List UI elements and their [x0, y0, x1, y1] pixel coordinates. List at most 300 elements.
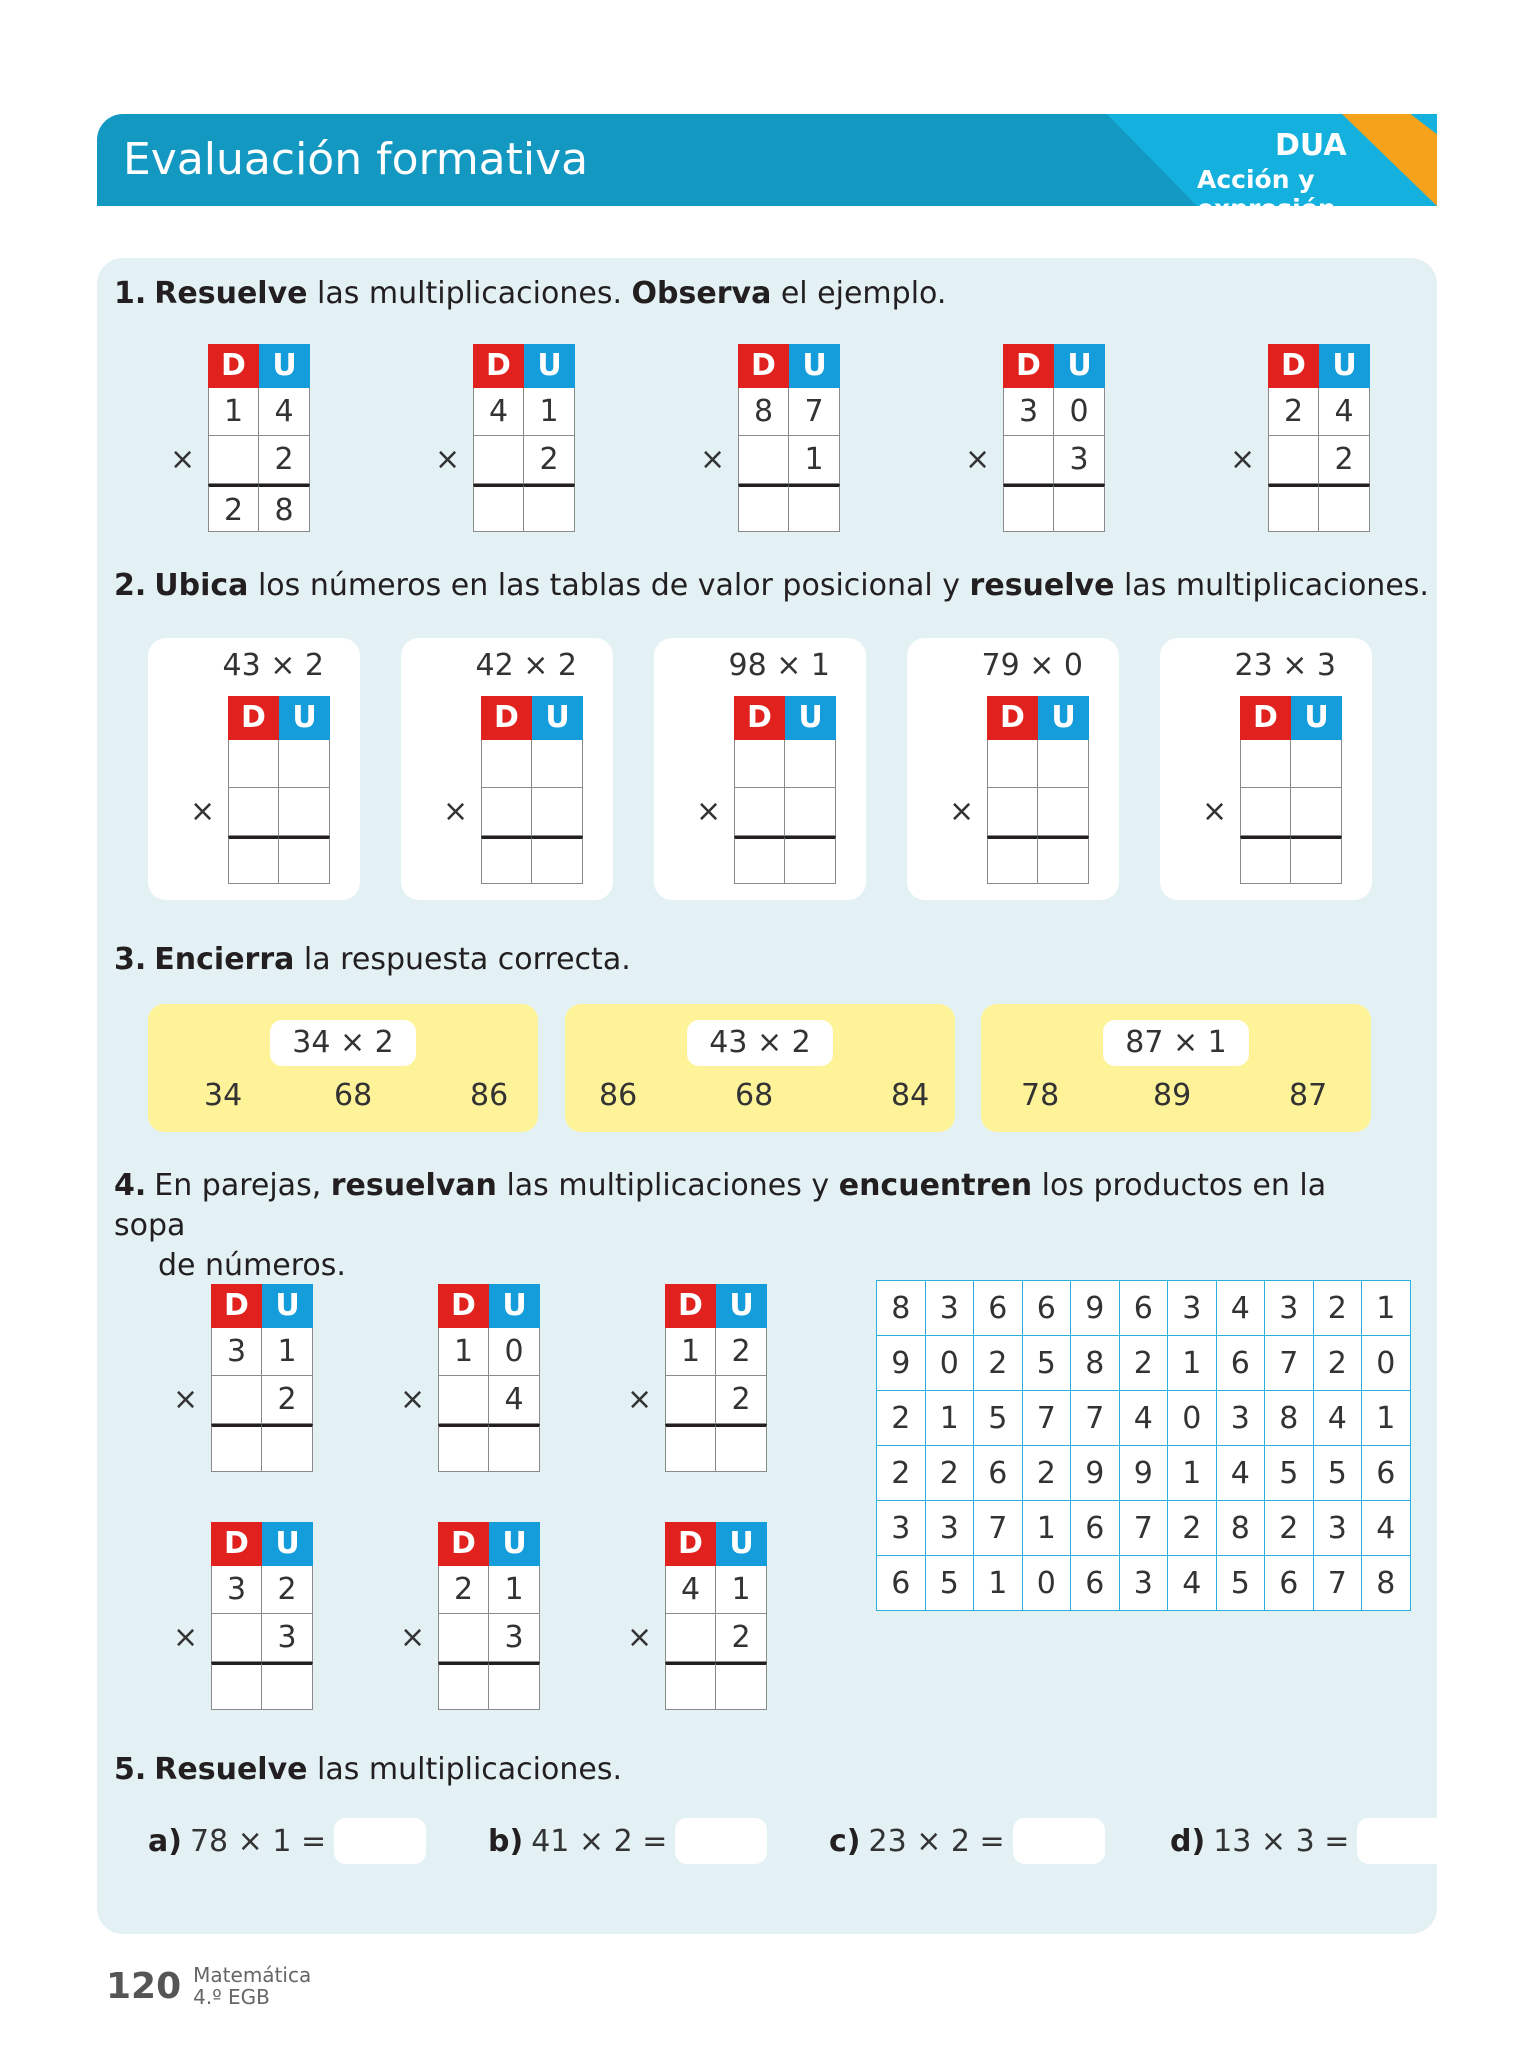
q1-place-value-table: [965, 344, 1105, 532]
grid-cell[interactable]: 7: [1265, 1336, 1314, 1391]
tens-header: D: [208, 344, 259, 388]
header-banner: [97, 114, 1437, 223]
tens-cell[interactable]: [228, 788, 279, 836]
units-cell: 1: [489, 1566, 540, 1614]
units-header: U: [1291, 696, 1342, 740]
result-row: [734, 836, 836, 884]
grid-cell[interactable]: 0: [925, 1336, 974, 1391]
units-header: U: [262, 1284, 313, 1328]
tens-cell: 2: [208, 484, 259, 532]
q5-answer-field[interactable]: [1357, 1818, 1449, 1864]
grid-row: [877, 1556, 1411, 1611]
grid-cell[interactable]: 7: [1071, 1391, 1120, 1446]
multiplier-row: [665, 1376, 767, 1424]
grid-cell[interactable]: 2: [925, 1446, 974, 1501]
q3-option[interactable]: 78: [1021, 1078, 1060, 1113]
units-cell: 1: [789, 436, 840, 484]
units-header: U: [789, 344, 840, 388]
units-header: U: [262, 1522, 313, 1566]
q3-option[interactable]: 86: [599, 1078, 638, 1113]
grid-cell[interactable]: 3: [1313, 1501, 1362, 1556]
grid-cell[interactable]: 4: [1168, 1556, 1217, 1611]
grid-cell[interactable]: 1: [1362, 1281, 1411, 1336]
units-cell: 4: [1319, 388, 1370, 436]
top-row: [738, 388, 840, 436]
grid-cell[interactable]: 6: [877, 1556, 926, 1611]
q4-place-value-table: [400, 1284, 540, 1472]
tens-header: D: [481, 696, 532, 740]
units-header: U: [1319, 344, 1370, 388]
tens-cell[interactable]: [665, 1662, 716, 1710]
tens-header: D: [1268, 344, 1319, 388]
result-row: [211, 1424, 313, 1472]
units-cell[interactable]: [279, 740, 330, 788]
tens-cell[interactable]: [1003, 436, 1054, 484]
grid-cell[interactable]: 6: [974, 1446, 1023, 1501]
grid-cell[interactable]: 3: [925, 1281, 974, 1336]
q1-instruction: 1. Resuelve las multiplicaciones. Observa el ejemplo.: [114, 276, 947, 311]
q2-operation: 42 × 2: [475, 648, 577, 683]
units-cell[interactable]: [262, 1662, 313, 1710]
tens-cell[interactable]: [481, 740, 532, 788]
units-cell[interactable]: [1319, 484, 1370, 532]
tens-cell[interactable]: [481, 836, 532, 884]
tens-header: D: [211, 1522, 262, 1566]
grid-cell[interactable]: 6: [1022, 1281, 1071, 1336]
result-row: [665, 1662, 767, 1710]
units-cell[interactable]: [716, 1662, 767, 1710]
grid-cell[interactable]: 0: [1362, 1336, 1411, 1391]
units-cell: 3: [1054, 436, 1105, 484]
times-sign: ×: [400, 1382, 426, 1417]
units-cell: 0: [1054, 388, 1105, 436]
dua-title: DUA: [1275, 128, 1347, 163]
result-row: [211, 1662, 313, 1710]
top-row: [438, 1566, 540, 1614]
q2-place-value-table: [443, 696, 583, 884]
tens-cell: 8: [738, 388, 789, 436]
grid-cell[interactable]: 4: [1216, 1446, 1265, 1501]
tens-cell[interactable]: [665, 1424, 716, 1472]
q3-option[interactable]: 86: [470, 1078, 509, 1113]
q5-answer-field[interactable]: [675, 1818, 767, 1864]
result-row: [481, 836, 583, 884]
result-row: [665, 1424, 767, 1472]
page-number: 120: [106, 1965, 182, 2007]
q1-place-value-table: [435, 344, 575, 532]
multiplier-row: [1268, 436, 1370, 484]
q5-expression: 41 × 2 =: [531, 1823, 668, 1859]
units-cell[interactable]: [716, 1424, 767, 1472]
grid-cell[interactable]: 6: [1265, 1556, 1314, 1611]
q4-place-value-table: [400, 1522, 540, 1710]
q4-place-value-table: [173, 1284, 313, 1472]
grid-row: [877, 1281, 1411, 1336]
tens-cell[interactable]: [738, 436, 789, 484]
tens-cell[interactable]: [211, 1662, 262, 1710]
top-row: [228, 740, 330, 788]
tens-cell[interactable]: [438, 1424, 489, 1472]
result-row: [987, 836, 1089, 884]
grid-cell[interactable]: 9: [877, 1336, 926, 1391]
grid-cell[interactable]: 9: [1071, 1281, 1120, 1336]
q3-option[interactable]: 89: [1153, 1078, 1192, 1113]
units-cell[interactable]: [489, 1662, 540, 1710]
units-header: U: [489, 1522, 540, 1566]
page-title: Evaluación formativa: [123, 134, 589, 185]
grid-cell[interactable]: 1: [1362, 1391, 1411, 1446]
q3-operation: 43 × 2: [687, 1020, 833, 1066]
q2-place-value-table: [696, 696, 836, 884]
units-cell[interactable]: [789, 484, 840, 532]
top-row: [1268, 388, 1370, 436]
q5-item-label: a): [148, 1823, 182, 1859]
times-sign: ×: [435, 442, 461, 477]
units-cell[interactable]: [1038, 836, 1089, 884]
tens-header: D: [1240, 696, 1291, 740]
grid-cell[interactable]: 2: [1313, 1336, 1362, 1391]
tens-cell[interactable]: [228, 836, 279, 884]
q2-operation: 79 × 0: [981, 648, 1083, 683]
top-row: [665, 1566, 767, 1614]
top-row: [438, 1328, 540, 1376]
multiplier-row: [481, 788, 583, 836]
tens-cell[interactable]: [734, 788, 785, 836]
result-row: [228, 836, 330, 884]
grid-cell[interactable]: 2: [1119, 1336, 1168, 1391]
tens-cell: 4: [665, 1566, 716, 1614]
grid-cell[interactable]: 6: [974, 1281, 1023, 1336]
grid-cell[interactable]: 3: [1265, 1281, 1314, 1336]
grid-cell[interactable]: 3: [1119, 1556, 1168, 1611]
grid-cell[interactable]: 4: [1119, 1391, 1168, 1446]
units-cell[interactable]: [532, 740, 583, 788]
result-row: [1003, 484, 1105, 532]
units-cell: 2: [716, 1614, 767, 1662]
grid-cell[interactable]: 7: [1022, 1391, 1071, 1446]
units-header: U: [259, 344, 310, 388]
grid-cell[interactable]: 2: [1313, 1281, 1362, 1336]
tens-cell[interactable]: [1268, 436, 1319, 484]
tens-cell[interactable]: [1240, 740, 1291, 788]
units-cell: 2: [259, 436, 310, 484]
multiplier-row: [211, 1376, 313, 1424]
grid-cell[interactable]: 3: [877, 1501, 926, 1556]
grid-cell[interactable]: 1: [1168, 1446, 1217, 1501]
grid-cell[interactable]: 0: [1022, 1556, 1071, 1611]
dua-label: [1197, 128, 1457, 223]
units-cell: 2: [716, 1376, 767, 1424]
multiplier-row: [1003, 436, 1105, 484]
units-header: U: [716, 1284, 767, 1328]
q5-item: [1170, 1818, 1449, 1864]
units-header: U: [1038, 696, 1089, 740]
grid-cell[interactable]: 5: [1313, 1446, 1362, 1501]
tens-cell: 2: [1268, 388, 1319, 436]
grid-cell[interactable]: 3: [1168, 1281, 1217, 1336]
q1-place-value-table: [170, 344, 310, 532]
grid-cell[interactable]: 1: [925, 1391, 974, 1446]
q3-answer-box: [148, 1004, 538, 1132]
grid-cell[interactable]: 0: [1168, 1391, 1217, 1446]
grid-cell[interactable]: 6: [1362, 1446, 1411, 1501]
q3-answer-box: [981, 1004, 1371, 1132]
grid-cell[interactable]: 1: [1168, 1336, 1217, 1391]
units-cell: 8: [259, 484, 310, 532]
tens-cell: 3: [211, 1566, 262, 1614]
top-row: [211, 1566, 313, 1614]
tens-cell[interactable]: [1240, 788, 1291, 836]
top-row: [481, 740, 583, 788]
units-cell[interactable]: [524, 484, 575, 532]
grid-cell[interactable]: 6: [1071, 1501, 1120, 1556]
multiplier-row: [1240, 788, 1342, 836]
q5-answer-field[interactable]: [1013, 1818, 1105, 1864]
tens-header: D: [438, 1284, 489, 1328]
grid-cell[interactable]: 7: [974, 1501, 1023, 1556]
units-cell[interactable]: [279, 788, 330, 836]
units-cell: 4: [259, 388, 310, 436]
tens-cell[interactable]: [665, 1376, 716, 1424]
units-cell: 2: [524, 436, 575, 484]
tens-cell[interactable]: [987, 788, 1038, 836]
tens-cell[interactable]: [473, 436, 524, 484]
tens-header: D: [734, 696, 785, 740]
grid-cell[interactable]: 5: [1022, 1336, 1071, 1391]
grid-cell[interactable]: 2: [877, 1391, 926, 1446]
units-header: U: [279, 696, 330, 740]
tens-cell[interactable]: [738, 484, 789, 532]
multiplier-row: [208, 436, 310, 484]
units-cell: 7: [789, 388, 840, 436]
grid-cell[interactable]: 9: [1119, 1446, 1168, 1501]
grid-cell[interactable]: 8: [1216, 1501, 1265, 1556]
times-sign: ×: [627, 1620, 653, 1655]
result-row: [1268, 484, 1370, 532]
grid-cell[interactable]: 2: [1168, 1501, 1217, 1556]
top-row: [734, 740, 836, 788]
multiplier-row: [665, 1614, 767, 1662]
tens-cell[interactable]: [987, 836, 1038, 884]
units-cell[interactable]: [785, 836, 836, 884]
top-row: [211, 1328, 313, 1376]
q5-instruction: 5. Resuelve las multiplicaciones.: [114, 1752, 622, 1787]
multiplier-row: [987, 788, 1089, 836]
units-header: U: [489, 1284, 540, 1328]
tens-header: D: [665, 1522, 716, 1566]
grid-cell[interactable]: 6: [1071, 1556, 1120, 1611]
units-cell: 0: [489, 1328, 540, 1376]
q3-option[interactable]: 68: [334, 1078, 373, 1113]
units-cell[interactable]: [532, 788, 583, 836]
q3-option[interactable]: 68: [735, 1078, 774, 1113]
q5-item: [829, 1818, 1105, 1864]
result-row: [473, 484, 575, 532]
q4-instruction: 4. En parejas, resuelvan las multiplicaciones y encuentren los productos en la sopa de números.: [114, 1168, 1327, 1283]
q5-item-label: c): [829, 1823, 861, 1859]
tens-cell: 3: [211, 1328, 262, 1376]
grid-cell[interactable]: 8: [1071, 1336, 1120, 1391]
units-header: U: [1054, 344, 1105, 388]
tens-cell[interactable]: [211, 1614, 262, 1662]
q2-operation: 23 × 3: [1234, 648, 1336, 683]
number-search-grid: [876, 1280, 1411, 1611]
units-cell: 2: [262, 1376, 313, 1424]
grid-cell[interactable]: 5: [1216, 1556, 1265, 1611]
grid-cell[interactable]: 7: [1313, 1556, 1362, 1611]
q3-instruction: 3. Encierra la respuesta correcta.: [114, 942, 631, 977]
grid-cell[interactable]: 4: [1216, 1281, 1265, 1336]
units-cell[interactable]: [532, 836, 583, 884]
units-cell: 1: [524, 388, 575, 436]
q3-operation: 34 × 2: [270, 1020, 416, 1066]
grid-cell[interactable]: 1: [974, 1556, 1023, 1611]
times-sign: ×: [443, 794, 469, 829]
q2-place-value-table: [1202, 696, 1342, 884]
units-cell[interactable]: [1291, 740, 1342, 788]
q2-instruction: 2. Ubica los números en las tablas de valor posicional y resuelve las multiplicaciones.: [114, 568, 1429, 603]
q1-place-value-table: [700, 344, 840, 532]
tens-cell[interactable]: [481, 788, 532, 836]
times-sign: ×: [190, 794, 216, 829]
times-sign: ×: [400, 1620, 426, 1655]
times-sign: ×: [170, 442, 196, 477]
grid-cell[interactable]: 2: [1265, 1501, 1314, 1556]
grid-cell[interactable]: 8: [1362, 1556, 1411, 1611]
q5-item: [148, 1818, 426, 1864]
units-cell[interactable]: [785, 788, 836, 836]
grid-cell[interactable]: 5: [925, 1556, 974, 1611]
grid-cell[interactable]: 5: [974, 1391, 1023, 1446]
grid-cell[interactable]: 4: [1313, 1391, 1362, 1446]
tens-header: D: [228, 696, 279, 740]
units-header: U: [524, 344, 575, 388]
tens-cell[interactable]: [665, 1614, 716, 1662]
tens-header: D: [738, 344, 789, 388]
tens-header: D: [211, 1284, 262, 1328]
units-cell[interactable]: [262, 1424, 313, 1472]
tens-cell[interactable]: [734, 740, 785, 788]
q2-operation: 98 × 1: [728, 648, 830, 683]
units-cell[interactable]: [785, 740, 836, 788]
q4-place-value-table: [173, 1522, 313, 1710]
units-cell: 2: [262, 1566, 313, 1614]
q5-expression: 23 × 2 =: [868, 1823, 1005, 1859]
units-cell[interactable]: [1291, 788, 1342, 836]
tens-cell[interactable]: [1240, 836, 1291, 884]
q3-answer-box: [565, 1004, 955, 1132]
tens-cell[interactable]: [208, 436, 259, 484]
tens-cell: 4: [473, 388, 524, 436]
tens-cell[interactable]: [438, 1614, 489, 1662]
units-cell[interactable]: [1054, 484, 1105, 532]
q3-option[interactable]: 84: [891, 1078, 930, 1113]
top-row: [208, 388, 310, 436]
top-row: [473, 388, 575, 436]
tens-header: D: [665, 1284, 716, 1328]
q2-place-value-table: [949, 696, 1089, 884]
units-header: U: [716, 1522, 767, 1566]
q5-answer-field[interactable]: [334, 1818, 426, 1864]
units-cell: 1: [716, 1566, 767, 1614]
grid-cell[interactable]: 5: [1265, 1446, 1314, 1501]
multiplier-row: [228, 788, 330, 836]
tens-cell[interactable]: [1268, 484, 1319, 532]
tens-header: D: [987, 696, 1038, 740]
units-cell: 2: [716, 1328, 767, 1376]
q5-item-label: d): [1170, 1823, 1206, 1859]
units-cell[interactable]: [279, 836, 330, 884]
units-cell[interactable]: [1291, 836, 1342, 884]
footer-subject: Matemática 4.º EGB: [193, 1963, 312, 2009]
tens-cell[interactable]: [987, 740, 1038, 788]
multiplier-row: [438, 1376, 540, 1424]
grid-cell[interactable]: 7: [1119, 1501, 1168, 1556]
result-row: [438, 1424, 540, 1472]
result-row: [1240, 836, 1342, 884]
q3-operation: 87 × 1: [1103, 1020, 1249, 1066]
tens-cell: 1: [208, 388, 259, 436]
tens-cell[interactable]: [473, 484, 524, 532]
tens-cell[interactable]: [211, 1376, 262, 1424]
tens-header: D: [473, 344, 524, 388]
times-sign: ×: [173, 1620, 199, 1655]
units-cell: 2: [1319, 436, 1370, 484]
grid-cell[interactable]: 2: [974, 1336, 1023, 1391]
grid-cell[interactable]: 1: [1022, 1501, 1071, 1556]
times-sign: ×: [700, 442, 726, 477]
result-row: [208, 484, 310, 532]
grid-cell[interactable]: 2: [877, 1446, 926, 1501]
units-cell[interactable]: [1038, 740, 1089, 788]
grid-cell[interactable]: 8: [1265, 1391, 1314, 1446]
times-sign: ×: [696, 794, 722, 829]
grid-cell[interactable]: 3: [925, 1501, 974, 1556]
q1-place-value-table: [1230, 344, 1370, 532]
grid-cell[interactable]: 4: [1362, 1501, 1411, 1556]
tens-cell[interactable]: [438, 1376, 489, 1424]
q5-item: [488, 1818, 767, 1864]
tens-cell: 1: [438, 1328, 489, 1376]
units-cell[interactable]: [1038, 788, 1089, 836]
times-sign: ×: [173, 1382, 199, 1417]
q3-option[interactable]: 34: [204, 1078, 243, 1113]
units-cell: 3: [262, 1614, 313, 1662]
top-row: [987, 740, 1089, 788]
q3-option[interactable]: 87: [1289, 1078, 1328, 1113]
units-cell: 1: [262, 1328, 313, 1376]
q4-place-value-table: [627, 1284, 767, 1472]
units-cell: 3: [489, 1614, 540, 1662]
grid-cell[interactable]: 6: [1119, 1281, 1168, 1336]
footer: [106, 1964, 311, 2008]
tens-cell[interactable]: [438, 1662, 489, 1710]
grid-cell[interactable]: 6: [1216, 1336, 1265, 1391]
grid-cell[interactable]: 2: [1022, 1446, 1071, 1501]
multiplier-row: [211, 1614, 313, 1662]
tens-cell: 1: [665, 1328, 716, 1376]
grid-cell[interactable]: 8: [877, 1281, 926, 1336]
grid-cell[interactable]: 3: [1216, 1391, 1265, 1446]
units-cell[interactable]: [489, 1424, 540, 1472]
grid-cell[interactable]: 9: [1071, 1446, 1120, 1501]
multiplier-row: [438, 1614, 540, 1662]
tens-cell[interactable]: [211, 1424, 262, 1472]
tens-cell[interactable]: [1003, 484, 1054, 532]
tens-cell[interactable]: [734, 836, 785, 884]
tens-cell[interactable]: [228, 740, 279, 788]
units-header: U: [532, 696, 583, 740]
